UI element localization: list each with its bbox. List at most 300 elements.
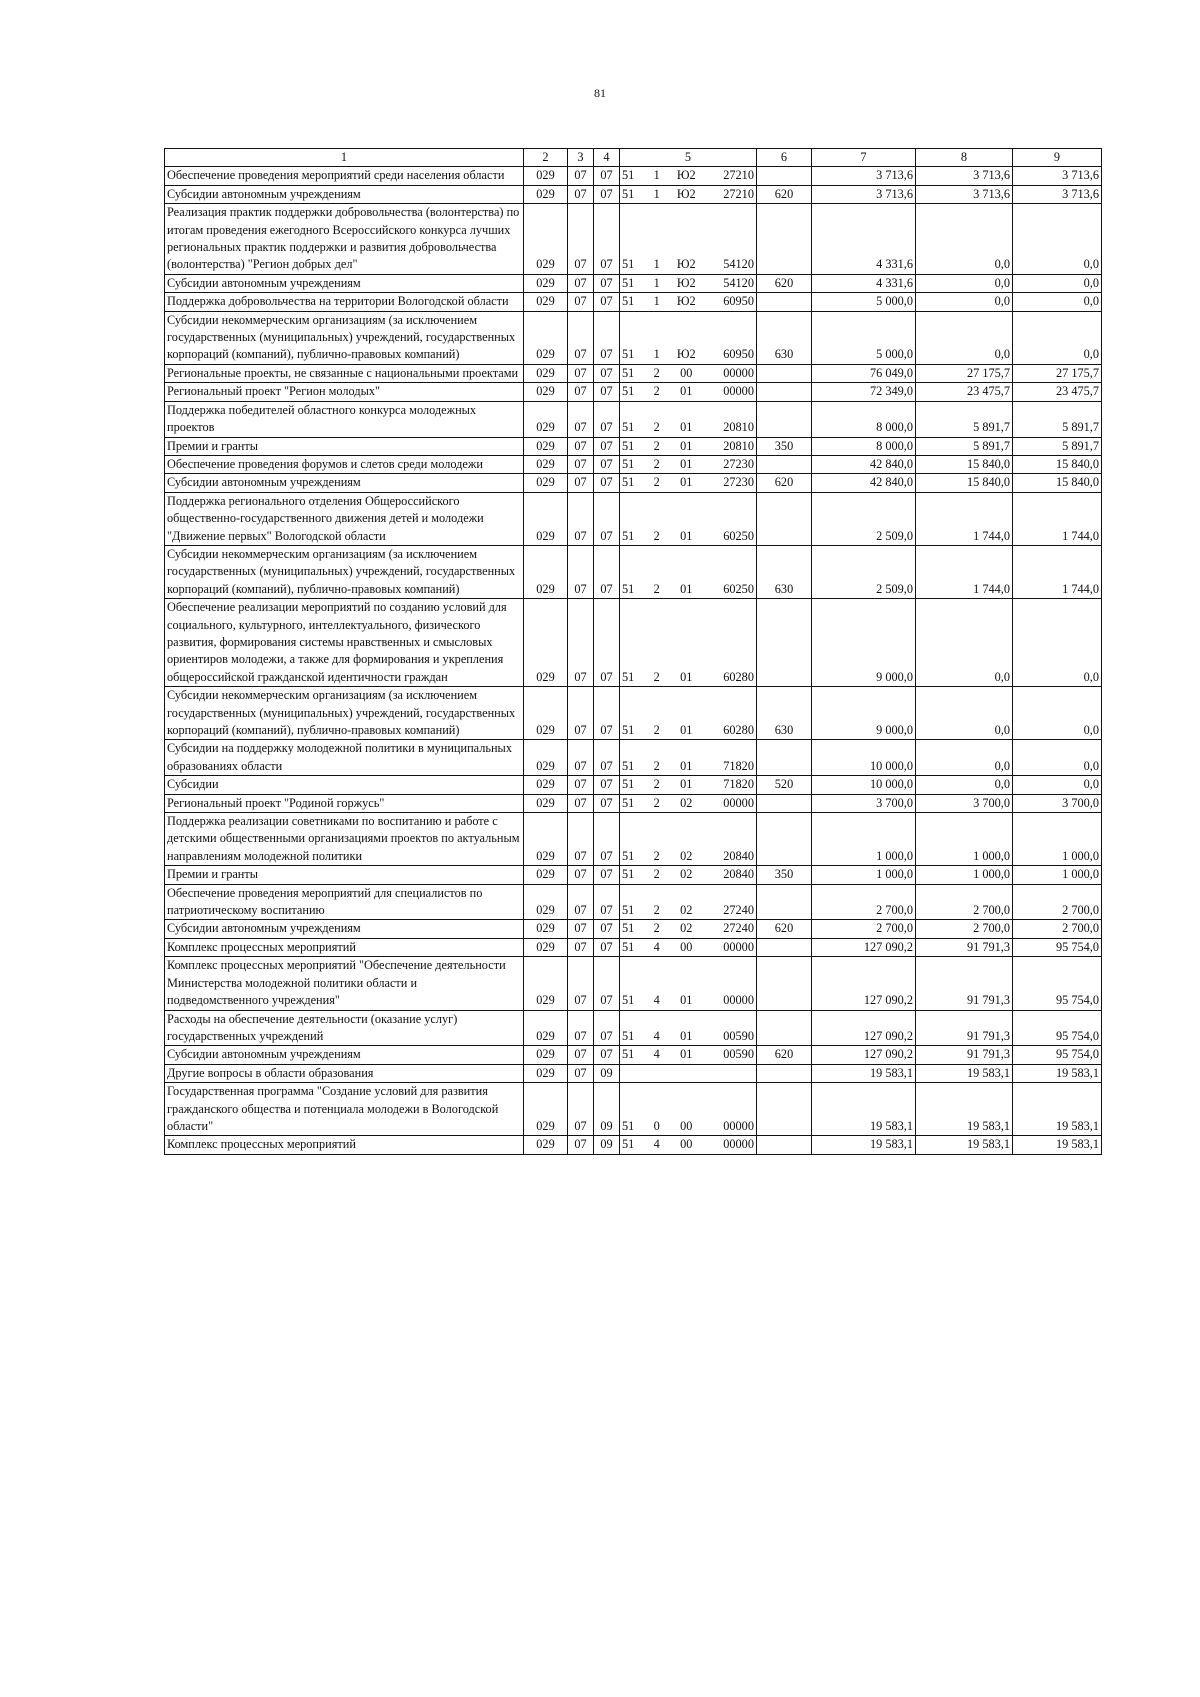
table-row <box>165 401 1102 437</box>
target-article-part: Ю2 <box>676 257 696 272</box>
amount-cell-col9: 5 891,7 <box>1013 401 1102 437</box>
amount-cell-col7: 8 000,0 <box>812 401 916 437</box>
subsection-code-cell: 07 <box>594 364 620 382</box>
target-article-part: 2 <box>653 723 660 737</box>
target-article-part: 2 <box>653 848 660 863</box>
target-article-part: 51 <box>622 867 635 882</box>
section-code-cell: 07 <box>568 1136 594 1154</box>
expense-type-cell: 630 <box>757 311 812 364</box>
header-cell: 4 <box>594 149 620 167</box>
target-article-cell <box>620 1064 757 1082</box>
table-row <box>165 545 1102 598</box>
amount-cell-col9: 3 713,6 <box>1013 185 1102 203</box>
section-code-cell: 07 <box>568 687 594 740</box>
table-row <box>165 920 1102 938</box>
amount-cell-col7: 19 583,1 <box>812 1136 916 1154</box>
header-cell: 2 <box>524 149 568 167</box>
expense-type-cell: 620 <box>757 920 812 938</box>
section-code-cell: 07 <box>568 364 594 382</box>
target-article-part: 00000 <box>723 993 754 1008</box>
budget-table <box>164 148 1102 1155</box>
row-name-cell: Государственная программа "Создание условий для развития гражданского общества и потенциала молодежи в Вологодской области" <box>165 1083 524 1136</box>
target-article-part: 01 <box>680 384 693 399</box>
amount-cell-col7: 4 331,6 <box>812 274 916 292</box>
target-article-part: 01 <box>680 723 693 737</box>
target-article-cell <box>620 1046 757 1064</box>
amount-cell-col7: 3 713,6 <box>812 185 916 203</box>
target-article-part: 2 <box>653 528 660 543</box>
target-article-part: Ю2 <box>676 347 696 362</box>
amount-cell-col8: 1 000,0 <box>916 813 1013 866</box>
amount-cell-col8: 0,0 <box>916 740 1013 776</box>
target-article-part: 02 <box>680 921 693 936</box>
target-article-part: 51 <box>622 275 635 290</box>
ministry-code-cell: 029 <box>524 204 568 275</box>
target-article-part: 00 <box>680 365 693 380</box>
expense-type-cell <box>757 204 812 275</box>
target-article-cell <box>620 474 757 492</box>
target-article-part: 20840 <box>723 867 754 882</box>
row-name-cell: Субсидии на поддержку молодежной политики в муниципальных образованиях области <box>165 740 524 776</box>
target-article-part: 01 <box>680 758 693 773</box>
target-article-cell <box>620 311 757 364</box>
subsection-code-cell: 07 <box>594 274 620 292</box>
target-article-cell <box>620 813 757 866</box>
amount-cell-col8: 19 583,1 <box>916 1064 1013 1082</box>
subsection-code-cell: 07 <box>594 455 620 473</box>
target-article-part: 1 <box>653 257 660 272</box>
amount-cell-col9: 0,0 <box>1013 776 1102 794</box>
ministry-code-cell: 029 <box>524 1083 568 1136</box>
subsection-code-cell: 07 <box>594 866 620 884</box>
target-article-cell <box>620 1010 757 1046</box>
expense-type-cell <box>757 383 812 401</box>
section-code-cell: 07 <box>568 1046 594 1064</box>
section-code-cell: 07 <box>568 474 594 492</box>
amount-cell-col9: 23 475,7 <box>1013 383 1102 401</box>
target-article-part: 2 <box>653 438 660 453</box>
target-article-part: 00000 <box>723 384 754 399</box>
target-article-part: 2 <box>653 475 660 490</box>
target-article-part: 51 <box>622 420 635 435</box>
ministry-code-cell: 029 <box>524 167 568 185</box>
expense-type-cell: 620 <box>757 185 812 203</box>
table-row <box>165 1046 1102 1064</box>
amount-cell-col7: 127 090,2 <box>812 938 916 956</box>
row-name-cell: Субсидии некоммерческим организациям (за исключением государственных (муниципальных) учреждений, государственных корпораций (компаний), публично-правовых компаний) <box>165 687 524 740</box>
target-article-part: 51 <box>622 384 635 399</box>
target-article-part: Ю2 <box>676 294 696 309</box>
target-article-part: 51 <box>622 528 635 543</box>
expense-type-cell <box>757 813 812 866</box>
ministry-code-cell: 029 <box>524 884 568 920</box>
target-article-part: Ю2 <box>676 168 696 183</box>
amount-cell-col9: 15 840,0 <box>1013 474 1102 492</box>
row-name-cell: Региональный проект "Регион молодых" <box>165 383 524 401</box>
expense-type-cell: 630 <box>757 545 812 598</box>
expense-type-cell: 520 <box>757 776 812 794</box>
table-row <box>165 866 1102 884</box>
subsection-code-cell: 07 <box>594 1010 620 1046</box>
expense-type-cell <box>757 401 812 437</box>
row-name-cell: Комплекс процессных мероприятий <box>165 1136 524 1154</box>
amount-cell-col8: 3 700,0 <box>916 794 1013 812</box>
table-row <box>165 1010 1102 1046</box>
amount-cell-col8: 19 583,1 <box>916 1136 1013 1154</box>
row-name-cell: Субсидии <box>165 776 524 794</box>
row-name-cell: Обеспечение проведения мероприятий для специалистов по патриотическому воспитанию <box>165 884 524 920</box>
table-row <box>165 957 1102 1010</box>
amount-cell-col7: 2 700,0 <box>812 920 916 938</box>
expense-type-cell <box>757 884 812 920</box>
amount-cell-col7: 5 000,0 <box>812 311 916 364</box>
amount-cell-col9: 95 754,0 <box>1013 1010 1102 1046</box>
ministry-code-cell: 029 <box>524 383 568 401</box>
header-cell: 7 <box>812 149 916 167</box>
target-article-part: 51 <box>622 848 635 863</box>
amount-cell-col9: 2 700,0 <box>1013 920 1102 938</box>
target-article-part: 01 <box>680 528 693 543</box>
target-article-cell <box>620 293 757 311</box>
amount-cell-col9: 1 744,0 <box>1013 492 1102 545</box>
amount-cell-col9: 0,0 <box>1013 687 1102 740</box>
amount-cell-col7: 72 349,0 <box>812 383 916 401</box>
amount-cell-col9: 3 713,6 <box>1013 167 1102 185</box>
amount-cell-col8: 0,0 <box>916 311 1013 364</box>
subsection-code-cell: 09 <box>594 1083 620 1136</box>
target-article-part: 01 <box>680 438 693 453</box>
target-article-part: 27210 <box>723 168 754 183</box>
target-article-part: 60280 <box>723 723 754 737</box>
target-article-cell <box>620 938 757 956</box>
row-name-cell: Обеспечение реализации мероприятий по созданию условий для социального, культурного, интеллектуального, физического развития, формирования системы нравственных и смысловых ориентиров молодежи, а также для формирования и укрепления общероссийской гражданской идентичности граждан <box>165 599 524 687</box>
subsection-code-cell: 07 <box>594 813 620 866</box>
target-article-part: 51 <box>622 1137 635 1152</box>
table-row <box>165 167 1102 185</box>
target-article-cell <box>620 740 757 776</box>
row-name-cell: Поддержка регионального отделения Общероссийского общественно-государственного движения детей и молодежи "Движение первых" Вологодской области <box>165 492 524 545</box>
ministry-code-cell: 029 <box>524 938 568 956</box>
section-code-cell: 07 <box>568 311 594 364</box>
table-row <box>165 813 1102 866</box>
target-article-part: 51 <box>622 993 635 1008</box>
target-article-part: 71820 <box>723 777 754 792</box>
target-article-part: 01 <box>680 1047 693 1062</box>
table-row <box>165 776 1102 794</box>
expense-type-cell: 350 <box>757 866 812 884</box>
target-article-part: Ю2 <box>676 275 696 290</box>
row-name-cell: Комплекс процессных мероприятий <box>165 938 524 956</box>
expense-type-cell <box>757 794 812 812</box>
subsection-code-cell: 07 <box>594 884 620 920</box>
target-article-part: 27240 <box>723 903 754 918</box>
amount-cell-col7: 2 700,0 <box>812 884 916 920</box>
target-article-part: 51 <box>622 438 635 453</box>
table-row <box>165 740 1102 776</box>
target-article-cell <box>620 437 757 455</box>
section-code-cell: 07 <box>568 920 594 938</box>
amount-cell-col9: 19 583,1 <box>1013 1064 1102 1082</box>
amount-cell-col7: 19 583,1 <box>812 1064 916 1082</box>
amount-cell-col7: 4 331,6 <box>812 204 916 275</box>
subsection-code-cell: 07 <box>594 687 620 740</box>
target-article-cell <box>620 364 757 382</box>
amount-cell-col8: 0,0 <box>916 274 1013 292</box>
row-name-cell: Премии и гранты <box>165 866 524 884</box>
target-article-cell <box>620 1083 757 1136</box>
expense-type-cell <box>757 1083 812 1136</box>
subsection-code-cell: 07 <box>594 545 620 598</box>
table-row <box>165 293 1102 311</box>
table-row <box>165 1064 1102 1082</box>
target-article-part: 01 <box>680 420 693 435</box>
target-article-part: 51 <box>622 581 635 596</box>
amount-cell-col8: 2 700,0 <box>916 920 1013 938</box>
section-code-cell: 07 <box>568 884 594 920</box>
target-article-part: 01 <box>680 456 693 471</box>
target-article-part: 20840 <box>723 848 754 863</box>
target-article-part: 4 <box>653 1047 660 1062</box>
row-name-cell: Субсидии автономным учреждениям <box>165 920 524 938</box>
amount-cell-col7: 42 840,0 <box>812 455 916 473</box>
row-name-cell: Субсидии автономным учреждениям <box>165 185 524 203</box>
amount-cell-col9: 1 000,0 <box>1013 813 1102 866</box>
target-article-part: 2 <box>653 581 660 596</box>
subsection-code-cell: 07 <box>594 401 620 437</box>
table-header-row <box>165 149 1102 167</box>
amount-cell-col8: 3 713,6 <box>916 185 1013 203</box>
target-article-part: 01 <box>680 777 693 792</box>
ministry-code-cell: 029 <box>524 813 568 866</box>
subsection-code-cell: 07 <box>594 474 620 492</box>
target-article-part: 60250 <box>723 528 754 543</box>
row-name-cell: Субсидии автономным учреждениям <box>165 274 524 292</box>
ministry-code-cell: 029 <box>524 740 568 776</box>
target-article-part: 51 <box>622 294 635 309</box>
subsection-code-cell: 09 <box>594 1064 620 1082</box>
amount-cell-col7: 8 000,0 <box>812 437 916 455</box>
target-article-part: 51 <box>622 347 635 362</box>
target-article-part: 01 <box>680 669 693 684</box>
expense-type-cell <box>757 293 812 311</box>
target-article-part: 02 <box>680 795 693 810</box>
target-article-part: 00000 <box>723 939 754 954</box>
target-article-part: 51 <box>622 1047 635 1062</box>
target-article-part: 2 <box>653 867 660 882</box>
ministry-code-cell: 029 <box>524 364 568 382</box>
target-article-part: 4 <box>653 993 660 1008</box>
amount-cell-col9: 0,0 <box>1013 599 1102 687</box>
section-code-cell: 07 <box>568 794 594 812</box>
amount-cell-col7: 10 000,0 <box>812 776 916 794</box>
target-article-part: 2 <box>653 758 660 773</box>
expense-type-cell <box>757 740 812 776</box>
target-article-part: 00000 <box>723 1137 754 1152</box>
ministry-code-cell: 029 <box>524 794 568 812</box>
amount-cell-col8: 0,0 <box>916 204 1013 275</box>
amount-cell-col8: 91 791,3 <box>916 1046 1013 1064</box>
amount-cell-col9: 95 754,0 <box>1013 957 1102 1010</box>
section-code-cell: 07 <box>568 776 594 794</box>
target-article-part: 2 <box>653 420 660 435</box>
target-article-part: 2 <box>653 365 660 380</box>
target-article-part: 2 <box>653 777 660 792</box>
subsection-code-cell: 07 <box>594 311 620 364</box>
table-row <box>165 938 1102 956</box>
target-article-cell <box>620 383 757 401</box>
target-article-cell <box>620 545 757 598</box>
target-article-part: 20810 <box>723 420 754 435</box>
target-article-part: 00000 <box>723 365 754 380</box>
row-name-cell: Поддержка реализации советниками по воспитанию и работе с детскими общественными организациями проектов по актуальным направлениям молодежной политики <box>165 813 524 866</box>
target-article-cell <box>620 1136 757 1154</box>
expense-type-cell <box>757 938 812 956</box>
ministry-code-cell: 029 <box>524 1046 568 1064</box>
target-article-part: 01 <box>680 1028 693 1043</box>
amount-cell-col7: 3 713,6 <box>812 167 916 185</box>
amount-cell-col7: 1 000,0 <box>812 813 916 866</box>
target-article-cell <box>620 455 757 473</box>
ministry-code-cell: 029 <box>524 401 568 437</box>
target-article-cell <box>620 776 757 794</box>
amount-cell-col9: 0,0 <box>1013 293 1102 311</box>
amount-cell-col8: 5 891,7 <box>916 437 1013 455</box>
subsection-code-cell: 07 <box>594 204 620 275</box>
amount-cell-col8: 15 840,0 <box>916 474 1013 492</box>
subsection-code-cell: 09 <box>594 1136 620 1154</box>
row-name-cell: Субсидии некоммерческим организациям (за исключением государственных (муниципальных) учреждений, государственных корпораций (компаний), публично-правовых компаний) <box>165 311 524 364</box>
amount-cell-col9: 15 840,0 <box>1013 455 1102 473</box>
subsection-code-cell: 07 <box>594 599 620 687</box>
target-article-part: 2 <box>653 921 660 936</box>
amount-cell-col9: 19 583,1 <box>1013 1136 1102 1154</box>
target-article-cell <box>620 920 757 938</box>
target-article-part: 54120 <box>723 257 754 272</box>
amount-cell-col7: 127 090,2 <box>812 1010 916 1046</box>
section-code-cell: 07 <box>568 455 594 473</box>
section-code-cell: 07 <box>568 185 594 203</box>
ministry-code-cell: 029 <box>524 776 568 794</box>
header-cell: 5 <box>620 149 757 167</box>
section-code-cell: 07 <box>568 599 594 687</box>
target-article-cell <box>620 866 757 884</box>
target-article-cell <box>620 957 757 1010</box>
section-code-cell: 07 <box>568 401 594 437</box>
ministry-code-cell: 029 <box>524 492 568 545</box>
target-article-part: 1 <box>653 275 660 290</box>
table-row <box>165 185 1102 203</box>
amount-cell-col7: 127 090,2 <box>812 1046 916 1064</box>
target-article-cell <box>620 599 757 687</box>
amount-cell-col8: 23 475,7 <box>916 383 1013 401</box>
section-code-cell: 07 <box>568 545 594 598</box>
expense-type-cell <box>757 1136 812 1154</box>
table-row <box>165 794 1102 812</box>
amount-cell-col8: 1 744,0 <box>916 545 1013 598</box>
amount-cell-col8: 5 891,7 <box>916 401 1013 437</box>
amount-cell-col7: 76 049,0 <box>812 364 916 382</box>
subsection-code-cell: 07 <box>594 167 620 185</box>
target-article-part: 2 <box>653 795 660 810</box>
subsection-code-cell: 07 <box>594 938 620 956</box>
amount-cell-col7: 9 000,0 <box>812 599 916 687</box>
row-name-cell: Обеспечение проведения мероприятий среди населения области <box>165 167 524 185</box>
row-name-cell: Субсидии автономным учреждениям <box>165 1046 524 1064</box>
amount-cell-col8: 1 000,0 <box>916 866 1013 884</box>
target-article-part: 51 <box>622 1028 635 1043</box>
target-article-part: 4 <box>653 1028 660 1043</box>
header-cell: 1 <box>165 149 524 167</box>
target-article-part: 27230 <box>723 475 754 490</box>
target-article-part: 00 <box>680 1118 693 1133</box>
section-code-cell: 07 <box>568 293 594 311</box>
section-code-cell: 07 <box>568 1010 594 1046</box>
row-name-cell: Расходы на обеспечение деятельности (оказание услуг) государственных учреждений <box>165 1010 524 1046</box>
target-article-part: 00590 <box>723 1028 754 1043</box>
target-article-part: 01 <box>680 993 693 1008</box>
amount-cell-col9: 2 700,0 <box>1013 884 1102 920</box>
target-article-part: 51 <box>622 669 635 684</box>
amount-cell-col8: 3 713,6 <box>916 167 1013 185</box>
subsection-code-cell: 07 <box>594 1046 620 1064</box>
target-article-cell <box>620 794 757 812</box>
page-number: 81 <box>594 86 606 100</box>
target-article-part: 51 <box>622 475 635 490</box>
amount-cell-col9: 0,0 <box>1013 204 1102 275</box>
ministry-code-cell: 029 <box>524 474 568 492</box>
target-article-cell <box>620 492 757 545</box>
row-name-cell: Другие вопросы в области образования <box>165 1064 524 1082</box>
section-code-cell: 07 <box>568 740 594 776</box>
target-article-part: 2 <box>653 669 660 684</box>
target-article-cell <box>620 274 757 292</box>
section-code-cell: 07 <box>568 204 594 275</box>
amount-cell-col8: 91 791,3 <box>916 957 1013 1010</box>
target-article-part: 51 <box>622 777 635 792</box>
row-name-cell: Обеспечение проведения форумов и слетов среди молодежи <box>165 455 524 473</box>
amount-cell-col9: 0,0 <box>1013 740 1102 776</box>
ministry-code-cell: 029 <box>524 311 568 364</box>
target-article-part: 60280 <box>723 669 754 684</box>
section-code-cell: 07 <box>568 866 594 884</box>
header-cell: 9 <box>1013 149 1102 167</box>
row-name-cell: Премии и гранты <box>165 437 524 455</box>
subsection-code-cell: 07 <box>594 383 620 401</box>
amount-cell-col7: 19 583,1 <box>812 1083 916 1136</box>
target-article-part: 54120 <box>723 275 754 290</box>
header-cell: 3 <box>568 149 594 167</box>
ministry-code-cell: 029 <box>524 545 568 598</box>
target-article-part: 51 <box>622 257 635 272</box>
target-article-part: 2 <box>653 384 660 399</box>
row-name-cell: Субсидии некоммерческим организациям (за исключением государственных (муниципальных) учреждений, государственных корпораций (компаний), публично-правовых компаний) <box>165 545 524 598</box>
target-article-part: 27240 <box>723 921 754 936</box>
expense-type-cell <box>757 957 812 1010</box>
target-article-part: 27210 <box>723 186 754 201</box>
target-article-part: 1 <box>653 294 660 309</box>
target-article-part: 01 <box>680 581 693 596</box>
ministry-code-cell: 029 <box>524 920 568 938</box>
ministry-code-cell: 029 <box>524 437 568 455</box>
target-article-cell <box>620 204 757 275</box>
subsection-code-cell: 07 <box>594 957 620 1010</box>
table-row <box>165 437 1102 455</box>
amount-cell-col8: 0,0 <box>916 776 1013 794</box>
target-article-part: 51 <box>622 903 635 918</box>
amount-cell-col9: 5 891,7 <box>1013 437 1102 455</box>
ministry-code-cell: 029 <box>524 1010 568 1046</box>
amount-cell-col8: 19 583,1 <box>916 1083 1013 1136</box>
